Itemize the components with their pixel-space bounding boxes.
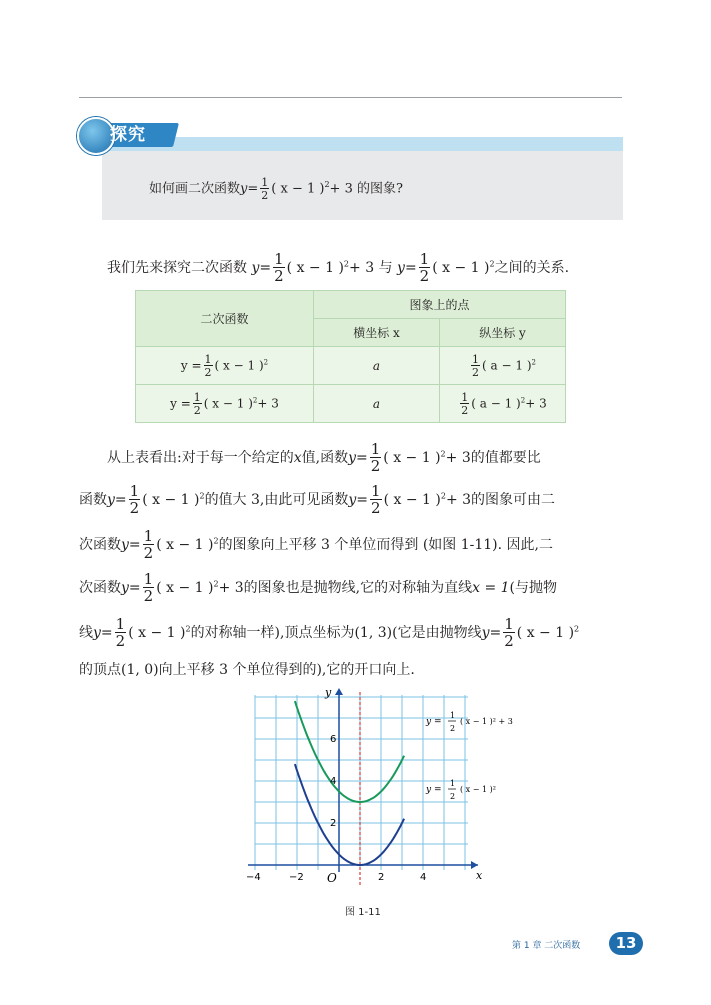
th-y: 纵坐标 y xyxy=(440,319,566,347)
intro-eq2: = xyxy=(404,260,417,276)
intro-paren1: ( x − 1 ) xyxy=(286,260,344,276)
r1-func: y = $\frac{1}{2}$ ( x − 1 )$^2$ xyxy=(136,347,314,385)
intro-exp2: 2 xyxy=(489,259,495,269)
intro-t1: 我们先来探究二次函数 xyxy=(107,260,247,276)
r1-y: $\frac{1}{2}$ ( a − 1 )$^2$ xyxy=(440,347,566,385)
th-func: 二次函数 xyxy=(136,291,314,347)
intro-y1: y xyxy=(251,260,260,276)
body-line-2: 函数y= $\frac{1}{2}$ ( x − 1 )$^2$的值大 3,由此可见函数y= $\frac{1}{2}$ ( x − 1 )$^2$+ 3的图象可由二 xyxy=(79,482,556,517)
r2-func: y = $\frac{1}{2}$ ( x − 1 )$^2$+ 3 xyxy=(136,385,314,423)
intro-frac2: $\frac{1}{2}$ xyxy=(419,250,430,285)
top-rule xyxy=(79,97,622,98)
label-lower-frac-d: 2 xyxy=(450,792,456,801)
r1-x: a xyxy=(314,347,440,385)
label-lower-post: ( x − 1 )² xyxy=(460,785,496,794)
r2-y: $\frac{1}{2}$ ( a − 1 )$^2$+ 3 xyxy=(440,385,566,423)
q-pre: 如何画二次函数 xyxy=(149,181,241,197)
explore-band xyxy=(102,137,623,151)
x-axis-label: x xyxy=(476,869,483,882)
q-exp: 2 xyxy=(324,180,330,189)
origin-label: O xyxy=(327,871,337,885)
y-tick-6: 6 xyxy=(330,734,337,745)
intro-eq1: = xyxy=(259,260,272,276)
intro-y2: y xyxy=(397,260,405,276)
curve-lower xyxy=(295,764,404,865)
x-axis-arrow xyxy=(471,861,478,869)
y-axis-label: y xyxy=(325,686,332,699)
intro-frac1: $\frac{1}{2}$ xyxy=(274,250,284,285)
figure-caption: 图 1-11 xyxy=(345,907,381,918)
y-tick-4: 4 xyxy=(330,776,337,787)
body-line-6: 的顶点(1, 0)向上平移 3 个单位得到的),它的开口向上. xyxy=(79,662,415,678)
label-upper-frac-d: 2 xyxy=(450,724,456,733)
y-axis-arrow xyxy=(335,688,343,695)
r2-x: a xyxy=(314,385,440,423)
points-table xyxy=(135,290,566,423)
label-lower-frac-n: 1 xyxy=(450,779,456,788)
th-x: 横坐标 x xyxy=(314,319,440,347)
page-number: 13 xyxy=(609,932,643,955)
intro-line xyxy=(107,252,569,284)
x-tick-neg2: −2 xyxy=(289,872,304,883)
footer-chapter: 第 1 章 二次函数 xyxy=(512,941,581,951)
body-line-5: 线y= $\frac{1}{2}$ ( x − 1 )$^2$的对称轴一样),顶点坐标为(1, 3)(它是由抛物线y= $\frac{1}{2}$ ( x − 1 )$^2$ xyxy=(79,615,580,650)
q-paren: ( x − 1 ) xyxy=(271,181,325,197)
intro-t3: 之间的关系. xyxy=(494,260,570,276)
curve-upper xyxy=(295,701,404,802)
body-line-1: 从上表看出:对于每一个给定的x值,函数y= $\frac{1}{2}$ ( x − 1 )$^2$+ 3的值都要比 xyxy=(107,440,541,475)
body-line-4: 次函数y= $\frac{1}{2}$ ( x − 1 )$^2$+ 3的图象也是抛物线,它的对称轴为直线x = 1(与抛物 xyxy=(79,570,558,605)
table-row xyxy=(136,385,566,423)
table-row xyxy=(136,347,566,385)
intro-plus3: + 3 xyxy=(349,260,375,276)
x-tick-4: 4 xyxy=(420,872,427,883)
y-tick-2: 2 xyxy=(330,818,337,829)
label-lower-pre: y = xyxy=(426,785,442,795)
intro-exp1: 2 xyxy=(343,259,350,269)
x-tick-2: 2 xyxy=(378,872,385,883)
intro-paren2: ( x − 1 ) xyxy=(432,260,490,276)
explore-question xyxy=(149,175,403,201)
q-frac: $\frac{1}{2}$ xyxy=(261,175,269,202)
q-eq: = xyxy=(247,181,259,197)
q-post: + 3 的图象? xyxy=(329,181,403,197)
explore-title: 探究 xyxy=(110,125,146,145)
parabola-graph xyxy=(240,680,530,895)
label-upper-frac-n: 1 xyxy=(450,711,456,720)
body-line-3: 次函数y= $\frac{1}{2}$ ( x − 1 )$^2$的图象向上平移 3 个单位而得到 (如图 1-11). 因此,二 xyxy=(79,527,553,562)
label-upper-post: ( x − 1 )² + 3 xyxy=(460,717,513,726)
th-points: 图象上的点 xyxy=(314,291,566,319)
x-tick-neg4: −4 xyxy=(246,872,261,883)
label-upper-pre: y = xyxy=(426,717,442,727)
intro-t2: 与 xyxy=(378,260,393,276)
q-y: y xyxy=(240,181,248,197)
